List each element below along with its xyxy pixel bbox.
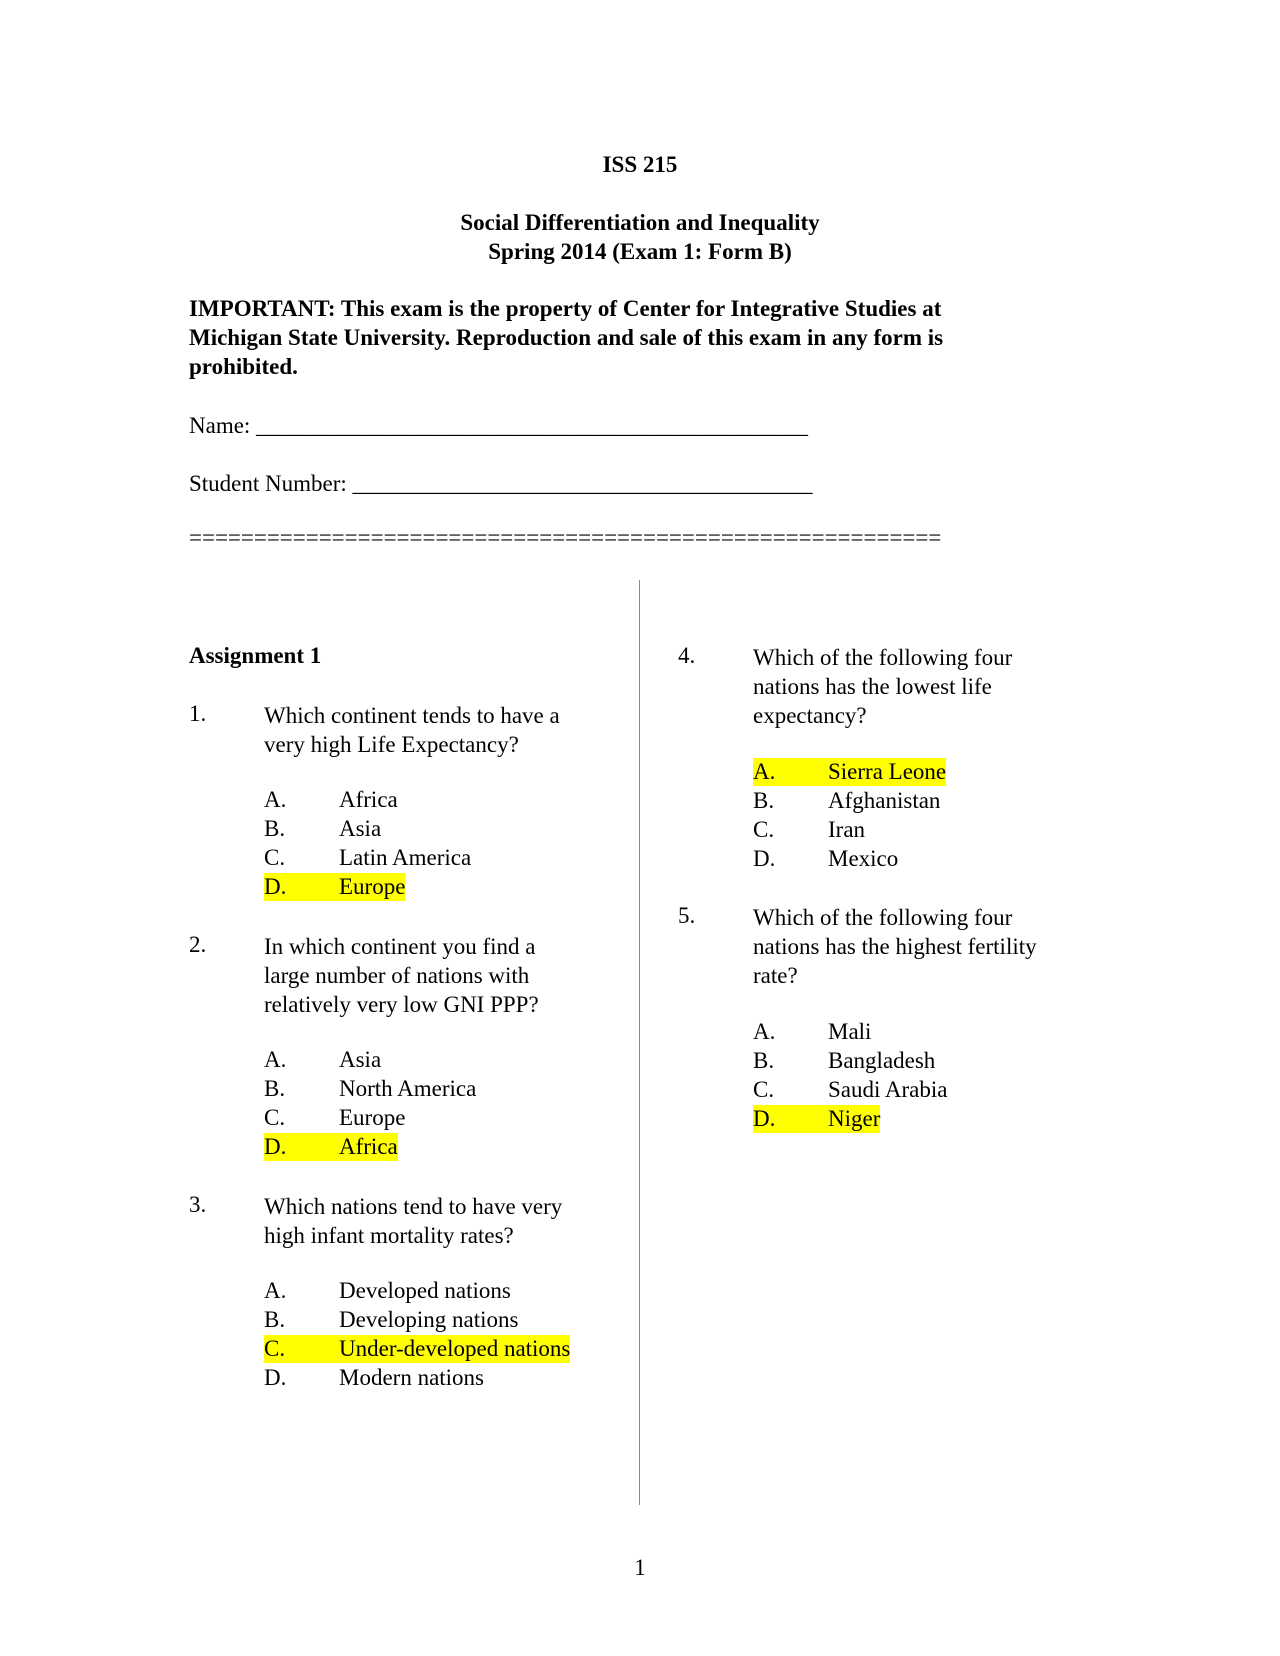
question-number: 1.	[189, 701, 207, 726]
column-divider	[639, 580, 640, 1505]
separator-line: ==========================================================	[189, 525, 942, 550]
option-d[interactable]: D. Mexico	[753, 846, 899, 871]
notice-line-2: Michigan State University. Reproduction and sale of this exam in any form is	[189, 325, 944, 350]
question-number: 5.	[678, 903, 696, 928]
option-d-answer[interactable]: D. Niger	[753, 1106, 881, 1131]
exam-title: Social Differentiation and Inequality	[460, 210, 820, 235]
option-b[interactable]: B. Asia	[264, 816, 382, 841]
option-c[interactable]: C. Europe	[264, 1105, 406, 1130]
student-number-field[interactable]: Student Number: ________________________________________	[189, 471, 813, 496]
option-c[interactable]: C. Latin America	[264, 845, 472, 870]
option-b[interactable]: B. North America	[264, 1076, 477, 1101]
option-a[interactable]: A. Mali	[753, 1019, 872, 1044]
question-text: Which of the following four nations has the lowest life expectancy?	[753, 645, 1013, 728]
option-d-answer[interactable]: D. Africa	[264, 1134, 398, 1159]
notice-line-1: IMPORTANT: This exam is the property of Center for Integrative Studies at	[189, 296, 942, 321]
option-d-answer[interactable]: D. Europe	[264, 874, 406, 899]
notice-line-3: prohibited.	[189, 354, 298, 379]
option-a[interactable]: A. Developed nations	[264, 1278, 511, 1303]
question-text: Which of the following four nations has the highest fertility rate?	[753, 905, 1037, 988]
exam-subtitle: Spring 2014 (Exam 1: Form B)	[488, 239, 792, 264]
option-b[interactable]: B. Developing nations	[264, 1307, 519, 1332]
course-code: ISS 215	[602, 152, 678, 177]
option-c-answer[interactable]: C. Under-developed nations	[264, 1336, 571, 1361]
option-a-answer[interactable]: A. Sierra Leone	[753, 759, 947, 784]
option-b[interactable]: B. Bangladesh	[753, 1048, 936, 1073]
question-number: 3.	[189, 1192, 207, 1217]
option-c[interactable]: C. Saudi Arabia	[753, 1077, 948, 1102]
option-c[interactable]: C. Iran	[753, 817, 866, 842]
option-a[interactable]: A. Africa	[264, 787, 398, 812]
question-number: 2.	[189, 932, 207, 957]
question-text: Which nations tend to have very high infant mortality rates?	[264, 1194, 563, 1248]
name-field[interactable]: Name: ________________________________________________	[189, 413, 809, 438]
question-number: 4.	[678, 643, 696, 668]
option-d[interactable]: D. Modern nations	[264, 1365, 485, 1390]
question-text: In which continent you find a large number of nations with relatively very low GNI PPP?	[264, 934, 539, 1017]
option-a[interactable]: A. Asia	[264, 1047, 382, 1072]
section-title: Assignment 1	[189, 643, 322, 668]
page-number: 1	[634, 1555, 646, 1580]
question-text: Which continent tends to have a very high Life Expectancy?	[264, 703, 560, 757]
option-b[interactable]: B. Afghanistan	[753, 788, 941, 813]
